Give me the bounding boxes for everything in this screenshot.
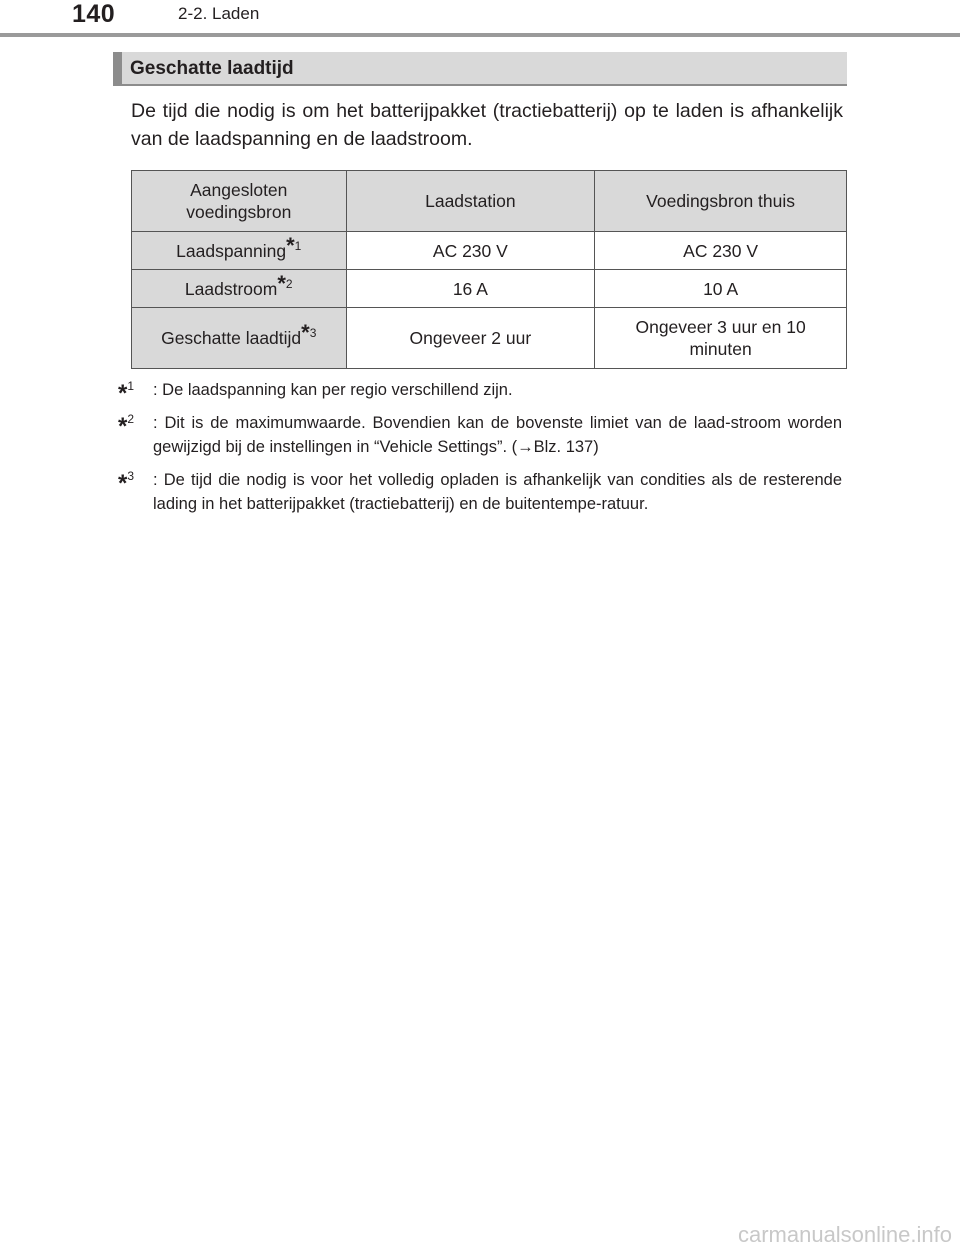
cell-station: AC 230 V bbox=[346, 232, 595, 270]
charging-table bbox=[131, 170, 847, 369]
header-charging-station: Laadstation bbox=[346, 171, 595, 232]
intro-paragraph: De tijd die nodig is om het batterijpakket (tractiebatterij) op te laden is afhankelijk van de laadspanning en de laadstroom. bbox=[131, 100, 843, 150]
heading-marker bbox=[113, 52, 122, 84]
row-label: Laadstroom*$^2$ bbox=[132, 270, 347, 308]
row-label: Geschatte laadtijd*$^3$ bbox=[132, 308, 347, 369]
section-title: 2-2. Laden bbox=[178, 4, 260, 23]
header-home-source: Voedingsbron thuis bbox=[595, 171, 847, 232]
cell-home: 10 A bbox=[595, 270, 847, 308]
header-power-source: Aangesloten voedingsbron bbox=[132, 171, 347, 232]
header-rule bbox=[0, 33, 960, 37]
table-header-row bbox=[132, 171, 847, 232]
footnote-text: : De tijd die nodig is voor het volledig opladen is afhankelijk van condities als de resterende lading in het batterijpakket (tractiebatterij) en de buitentempe-ratuur. bbox=[153, 471, 842, 513]
footnote-text: : De laadspanning kan per regio verschillend zijn. bbox=[153, 381, 513, 399]
footnote: *$^1$ : De laadspanning kan per regio verschillend zijn. bbox=[118, 379, 513, 407]
cell-station: Ongeveer 2 uur bbox=[346, 308, 595, 369]
footnote: *$^3$ : De tijd die nodig is voor het volledig opladen is afhankelijk van condities als de resterende lading in het batterijpakket (tractiebatterij) en de buitentempe-ratuur. bbox=[118, 469, 842, 513]
table-row bbox=[132, 270, 847, 308]
cell-station: 16 A bbox=[346, 270, 595, 308]
footnotes bbox=[118, 378, 842, 525]
cell-home: Ongeveer 3 uur en 10 minuten bbox=[595, 308, 847, 369]
row-label: Laadspanning*$^1$ bbox=[132, 232, 347, 270]
heading-title: Geschatte laadtijd bbox=[130, 58, 294, 79]
footnote: *$^2$ : Dit is de maximumwaarde. Bovendien kan de bovenste limiet van de laad-stroom worden gewijzigd bij de instellingen in “Vehicle Settings”. (→Blz. 137) bbox=[118, 412, 842, 456]
watermark: carmanualsonline.info bbox=[737, 1222, 952, 1247]
table-row bbox=[132, 232, 847, 270]
footnote-text: : Dit is de maximumwaarde. Bovendien kan de bovenste limiet van de laad-stroom worden gewijzigd bij de instellingen in “Vehicle Settings”. (→Blz. 137) bbox=[153, 414, 842, 456]
cell-home: AC 230 V bbox=[595, 232, 847, 270]
page-number: 140 bbox=[72, 0, 116, 28]
heading-bar bbox=[113, 52, 847, 86]
table-row bbox=[132, 308, 847, 369]
